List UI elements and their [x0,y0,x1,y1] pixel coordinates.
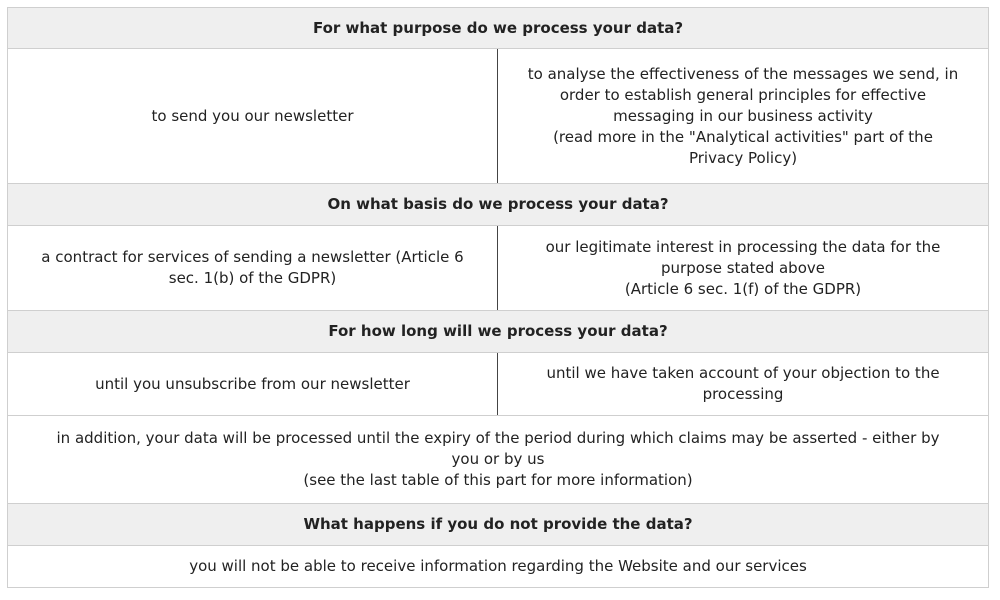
purpose-analytics-line: to analyse the effectiveness of the messages we send, in [527,64,959,83]
consequence-header: What happens if you do not provide the data? [8,504,989,546]
duration-unsubscribe-cell: until you unsubscribe from our newsletter [8,353,498,416]
basis-interest-line: (Article 6 sec. 1(f) of the GDPR) [624,279,862,298]
duration-row [8,353,989,416]
basis-contract-line: a contract for services of sending a newsletter (Article 6 [41,248,464,266]
purpose-row [8,49,989,184]
duration-objection-cell [498,353,989,416]
basis-interest-line: purpose stated above [661,258,825,277]
duration-header: For how long will we process your data? [8,311,989,353]
consequence-row [8,546,989,588]
duration-additional-line: you or by us [451,450,545,468]
purpose-analytics-line: (read more in the "Analytical activities" part of the [553,127,933,146]
purpose-analytics-line: Privacy Policy) [688,148,798,167]
basis-header: On what basis do we process your data? [8,184,989,226]
duration-additional-line: (see the last table of this part for more information) [303,471,693,489]
duration-objection-line: until we have taken account of your objection to the [546,364,940,382]
duration-header-row [8,311,989,353]
basis-interest-cell [498,226,989,311]
duration-additional-cell [8,416,989,504]
basis-row [8,226,989,311]
basis-contract-line: sec. 1(b) of the GDPR) [168,269,337,287]
basis-contract-cell [8,226,498,311]
purpose-newsletter-cell: to send you our newsletter [8,49,498,184]
basis-interest-line: our legitimate interest in processing the data for the [545,237,941,256]
gdpr-info-container [7,7,988,588]
purpose-analytics-cell [498,49,989,184]
basis-header-row [8,184,989,226]
purpose-analytics-line: order to establish general principles for effective [559,85,927,104]
consequence-cell: you will not be able to receive information regarding the Website and our services [8,546,989,588]
data-processing-table [7,7,989,588]
duration-additional-row [8,416,989,504]
purpose-header: For what purpose do we process your data? [8,8,989,49]
duration-additional-line: in addition, your data will be processed until the expiry of the period during which claims may be asserted - either by [56,429,940,447]
consequence-header-row [8,504,989,546]
purpose-analytics-line: messaging in our business activity [613,106,873,125]
duration-objection-line: processing [702,385,784,403]
purpose-header-row [8,8,989,49]
